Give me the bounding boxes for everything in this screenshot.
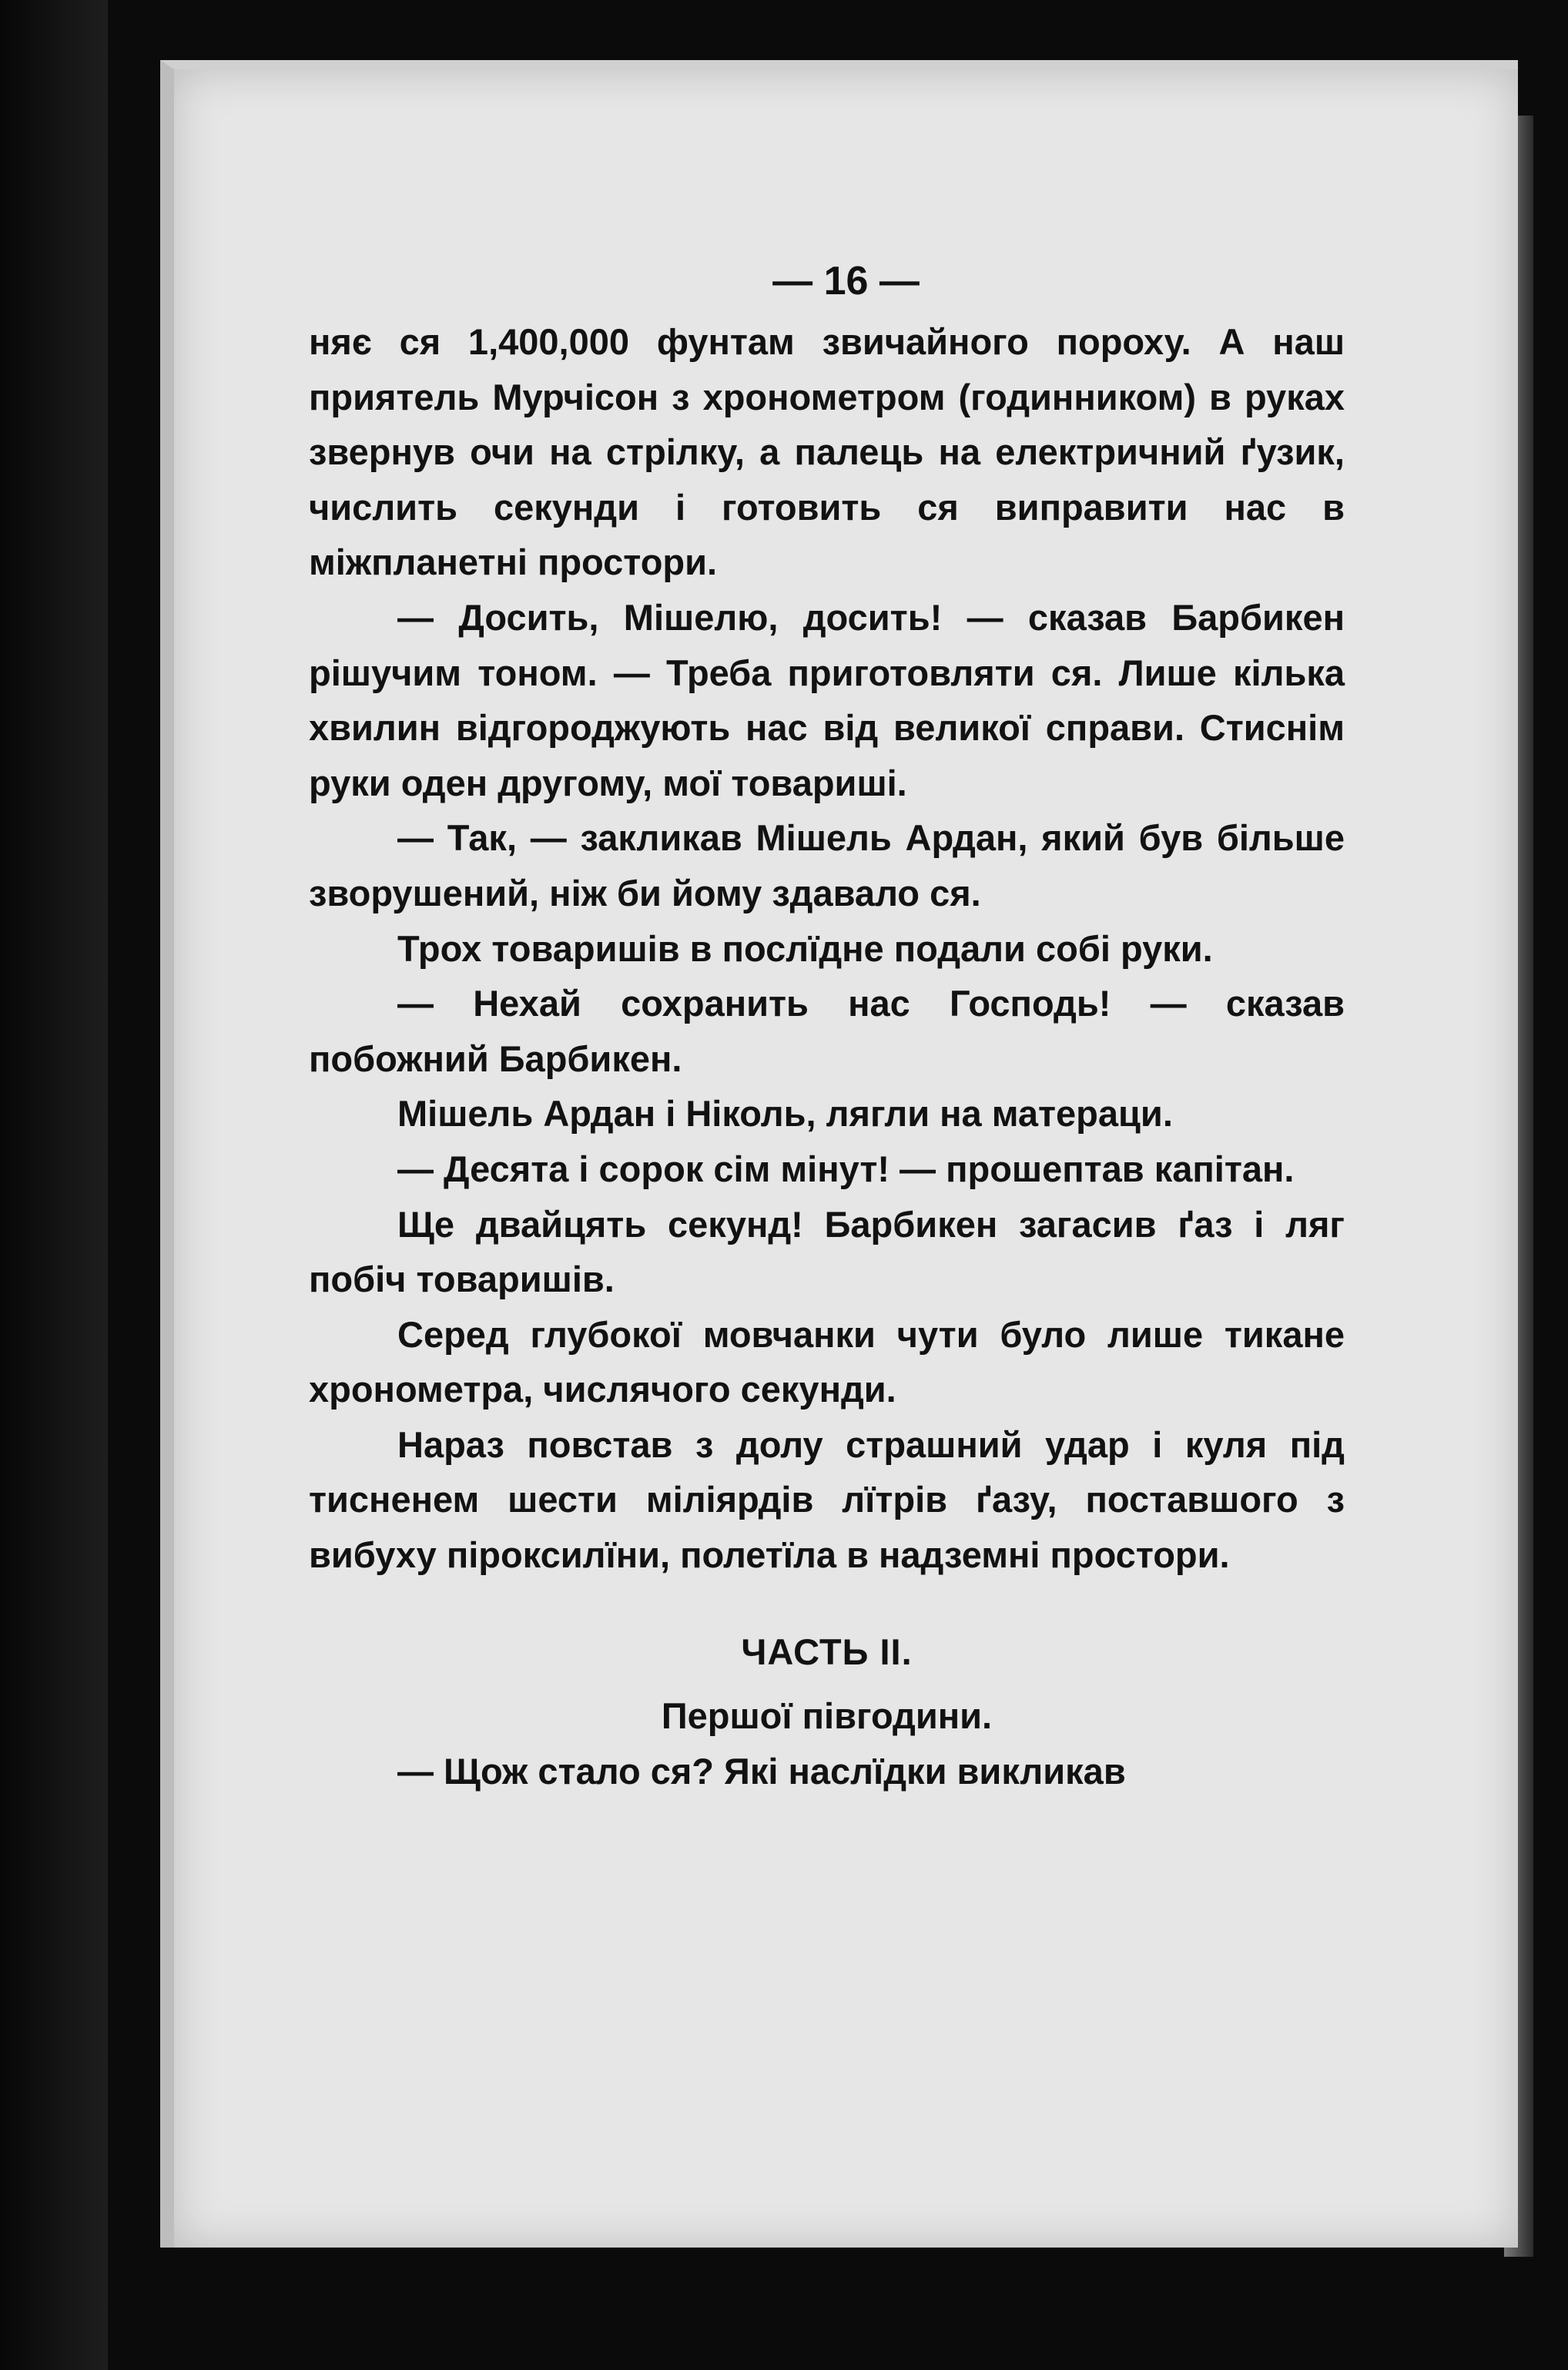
paragraph-8: Ще двайцять секунд! Барбикен загасив ґаз і ляг побіч товаришів.	[309, 1203, 1345, 1300]
paragraph-7: — Десята і сорок сім мінут! — прошептав капітан.	[397, 1148, 1295, 1189]
paragraph-last: — Щож стало ся? Які наслїдки викликав	[397, 1750, 1126, 1792]
paragraph-4: Трох товаришів в послїдне подали собі руки.	[397, 927, 1213, 969]
paragraph-9: Серед глубокої мовчанки чути було лише тикане хронометра, числячого секунди.	[309, 1313, 1345, 1410]
section-title: ЧАСТЬ II.	[741, 1631, 913, 1672]
paragraph-1: няє ся 1,400,000 фунтам звичайного пороху. А наш приятель Мурчісон з хронометром (годинником) в руках звернув очи на стрілку, а палець на електричний ґузик, числить секунди і готовить ся виправити нас в міжпланетні простори.	[309, 321, 1345, 583]
book-page	[160, 60, 1518, 2248]
paragraph-3: — Так, — закликав Мішель Ардан, який був більше зворушений, ніж би йому здавало ся.	[309, 817, 1345, 913]
paragraph-5: — Нехай сохранить нас Господь! — сказав побожний Барбикен.	[309, 983, 1345, 1079]
page-text	[309, 314, 1345, 1798]
page-number: — 16 —	[772, 259, 920, 303]
section-subtitle: Першої півгодини.	[661, 1695, 993, 1737]
paragraph-10: Нараз повстав з долу страшний удар і куля під тисненем шести міліярдів лїтрів ґазу, поставшого з вибуху піроксилїни, полетїла в надземні простори.	[309, 1423, 1345, 1576]
paragraph-6: Мішель Ардан і Ніколь, лягли на матераци.	[397, 1093, 1173, 1135]
paragraph-2: — Досить, Мішелю, досить! — сказав Барбикен рішучим тоном. — Треба приготовляти ся. Лише кілька хвилин відгороджують нас від великої справи. Стиснім руки оден другому, мої товариші.	[309, 596, 1345, 803]
scan-left-edge	[0, 0, 108, 2370]
